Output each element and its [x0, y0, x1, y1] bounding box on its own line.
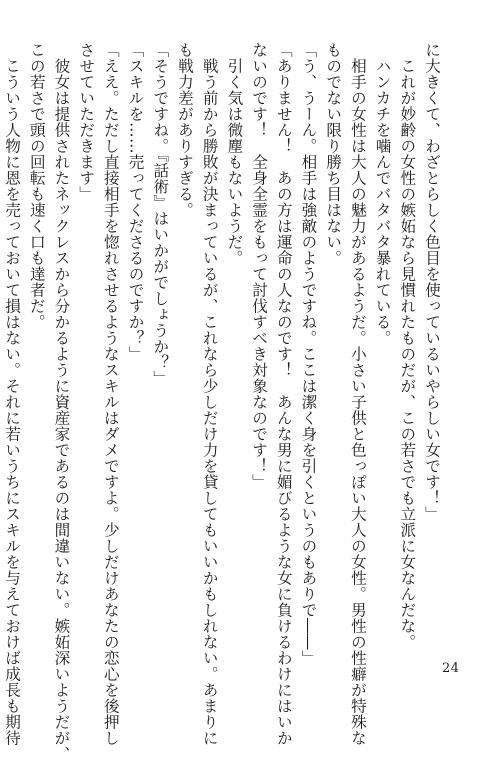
text-line: 「ありません！ あの方は運命の人なのです！ あんな男に媚びるような女に負けるわけにはいか [274, 42, 293, 746]
text-line: ハンカチを噛んでバタバタ暴れている。 [373, 42, 392, 346]
text-line: これが妙齢の女性の嫉妬なら見慣れたものだが、この若さでも立派に女なんだな。 [398, 42, 417, 650]
text-line: ないのです！ 全身全霊をもって討伐すべき対象なのです！」 [250, 42, 269, 490]
text-line: 「スキルを……売ってくださるのですか？」 [126, 42, 145, 362]
text-line: 「そうですね。『話術』はいかがでしょうか？」 [151, 42, 170, 387]
text-line: 引く気は微塵もないようだ。 [225, 42, 244, 266]
page-number: 24 [442, 661, 460, 676]
text-line: 「う、うーん。相手は強敵のようですね。ここは潔く身を引くというのもありで――」 [299, 42, 318, 666]
vertical-text-body [3, 42, 444, 762]
text-line: 戦う前から勝敗が決まっているが、これなら少しだけ力を貸してもいいかもしれない。あまりに [200, 42, 219, 746]
text-line: 彼女は提供されたネックレスから分かるように資産家であるのは間違いない。嫉妬深いようだが、 [52, 42, 71, 762]
text-line: 相手の女性は大人の魅力があるようだ。小さい子供と色っぽい大人の女性。男性の性癖が特殊な [348, 42, 367, 746]
text-line: に大きくて、わざとらしく色目を使っているいやらしい女です！」 [423, 42, 441, 522]
text-line: 「ええ。ただし直接相手を惚れさせるようなスキルはダメですよ。少しだけあなたの恋心を後押し [101, 42, 120, 746]
text-line: させていただきます」 [77, 42, 96, 202]
text-line: この若さで頭の回転も速く口も達者だ。 [27, 42, 46, 330]
text-line: こういう人物に恩を売っておいて損はない。それに若いうちにスキルを与えておけば成長も期待 [3, 42, 22, 746]
text-line: も戦力差がありすぎる。 [175, 42, 194, 218]
text-line: ものでない限り勝ち目はない。 [324, 42, 343, 266]
